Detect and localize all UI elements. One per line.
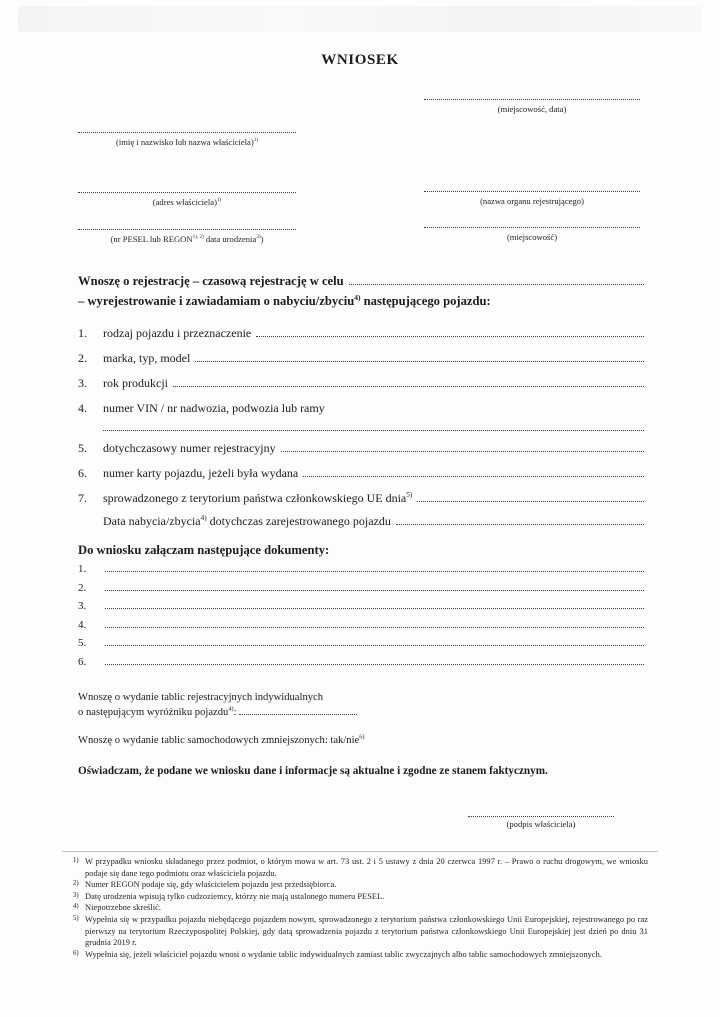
owner-name-line[interactable] [78, 132, 296, 133]
footnote-text: Wypełnia się w przypadku pojazdu niebędącego pojazdem nowym, sprowadzonego z terytorium państwa członkowskiego Unii Europejskiej, rejestrowanego po raz pierwszy na terytorium Rzeczypospolitej Polskiej, gdy datą sprowadzenia pojazdu z terytorium państwa członkowskiego Unii Europejskiej jest dzień po dniu 31 grudnia 2019 r. [85, 914, 648, 948]
list-item: 6. [78, 656, 644, 668]
footnote-ref: 4) [354, 292, 361, 302]
footnote-marker: 4) [73, 903, 79, 911]
individual-plates-request [78, 690, 644, 721]
list-item: 7. sprowadzonego z terytorium państwa członkowskiego UE dnia$^{5)}$ [78, 491, 644, 506]
eu-import-date-input-line[interactable] [417, 501, 644, 502]
vehicle-card-number-input-line[interactable] [303, 476, 644, 477]
footnote-ref: 1) [216, 197, 222, 204]
footnote-text: Niepotrzebne skreślić. [85, 903, 161, 913]
make-model-input-line[interactable] [195, 361, 644, 362]
pesel-regon-label: (nr PESEL lub $REGON^{1), 2)}$ data urodzenia$^{3)}$) [110, 234, 264, 244]
footnote-ref: 1), 2) [192, 234, 204, 241]
footnote [70, 891, 648, 903]
production-year-input-line[interactable] [173, 386, 644, 387]
list-item: 1. rodzaj pojazdu i przeznaczenie [78, 326, 644, 341]
document-input-line[interactable] [105, 627, 644, 628]
footnote-marker: 1) [73, 857, 79, 864]
documents-heading: Do wniosku załączam następujące dokumenty: [78, 543, 330, 558]
place-date-line[interactable] [424, 99, 640, 100]
place-label: (miejscowość) [506, 232, 558, 242]
footnote-divider [62, 851, 658, 852]
footnote-ref: 4) [228, 705, 234, 713]
footnote [70, 856, 648, 879]
page-title: WNIOSEK [321, 52, 399, 68]
plate-identifier-input-line[interactable] [239, 705, 357, 715]
document-input-line[interactable] [105, 664, 644, 665]
request-line2: – wyrejestrowanie i zawiadamiam o nabyciu/zbyciu$^{4)}$ następującego pojazdu: [78, 292, 491, 308]
footnote [70, 949, 648, 961]
vehicle-type-input-line[interactable] [256, 336, 644, 337]
list-item: 4. numer VIN / nr nadwozia, podwozia lub ramy [78, 401, 325, 416]
list-item: 1. [78, 563, 644, 575]
place-line[interactable] [424, 227, 640, 228]
document-input-line[interactable] [105, 608, 644, 609]
footnote-marker: 6) [73, 949, 79, 957]
vin-input-line[interactable] [103, 430, 644, 431]
signature-label: (podpis właściciela) [506, 819, 576, 829]
authority-line[interactable] [424, 191, 640, 192]
footnotes [70, 856, 648, 960]
current-reg-number-input-line[interactable] [281, 451, 644, 452]
acquisition-date-input-line[interactable] [396, 524, 644, 525]
authority-label: (nazwa organu rejestrującego) [480, 196, 584, 206]
documents-list [78, 563, 644, 668]
list-item: 3. rok produkcji [78, 376, 644, 391]
owner-name-label: (imię i nazwisko lub nazwa właściciela)$^{1)}$ [116, 137, 258, 147]
reduced-plates-request: Wnoszę o wydanie tablic samochodowych zmniejszonych: tak/nie$^{6)}$ [78, 733, 365, 747]
owner-address-line[interactable] [78, 192, 296, 193]
footnote-ref: 1) [253, 137, 258, 144]
list-item: 4. [78, 619, 644, 631]
footnote-ref: 4) [200, 514, 207, 523]
footnote [70, 914, 648, 949]
footnote-text: Numer REGON podaje się, gdy właścicielem pojazdu jest przedsiębiorca. [85, 880, 337, 890]
request-line1: Wnoszę o rejestrację – czasową rejestrację w celu [78, 274, 344, 288]
individual-plates-line1: Wnoszę o wydanie tablic rejestracyjnych indywidualnych [78, 691, 324, 703]
list-item: 5. [78, 637, 644, 649]
footnote [70, 902, 648, 914]
purpose-input-line[interactable] [349, 284, 644, 285]
declaration-statement: Oświadczam, że podane we wniosku dane i informacje są aktualne i zgodne ze stanem faktycznym. [78, 765, 548, 778]
footnote-text: Wypełnia się, jeżeli właściciel pojazdu wnosi o wydanie tablic indywidualnych zamiast tablic zwyczajnych albo tablic samochodowych zmniejszonych. [85, 949, 602, 959]
footnote-ref: 3) [256, 234, 261, 241]
signature-input-line[interactable] [468, 816, 614, 817]
signature-block [468, 816, 614, 829]
footnote-ref: 5) [406, 491, 413, 500]
footnote-marker: 5) [73, 914, 79, 922]
vehicle-details-list [78, 326, 644, 529]
request-heading [78, 272, 644, 311]
place-date-label: (miejscowość, data) [497, 104, 567, 114]
list-item: 2. marka, typ, model [78, 351, 644, 366]
pesel-regon-line[interactable] [78, 229, 296, 230]
document-input-line[interactable] [105, 571, 644, 572]
form-body [78, 272, 644, 777]
scan-artifact [18, 6, 702, 32]
list-item: 3. [78, 600, 644, 612]
list-item: Data nabycia/zbycia$^{4)}$ dotychczas zarejestrowanego pojazdu [103, 514, 644, 529]
list-item: 6. numer karty pojazdu, jeżeli była wydana [78, 466, 644, 481]
individual-plates-line2: o następującym wyróżniku pojazdu$^{4)}$: [78, 705, 644, 720]
footnote-marker: 2) [73, 880, 79, 888]
list-item: 5. dotychczasowy numer rejestracyjny [78, 441, 644, 456]
owner-address-label: (adres właściciela)$^{1)}$ [152, 197, 222, 207]
document-input-line[interactable] [105, 590, 644, 591]
footnote-ref: 6) [359, 733, 365, 741]
footnote-text: Datę urodzenia wpisują tylko cudzoziemcy, którzy nie mają ustalonego numeru PESEL. [85, 891, 385, 901]
footnote-marker: 3) [73, 891, 79, 899]
document-input-line[interactable] [105, 645, 644, 646]
footnote-text: W przypadku wniosku składanego przez podmiot, o którym mowa w art. 73 ust. 2 i 5 ustawy z dnia 20 czerwca 1997 r. – Prawo o ruchu drogowym, we wniosku podaje się dane tego podmiotu oraz właściciela pojazdu. [85, 857, 648, 878]
list-item: 2. [78, 582, 644, 594]
footnote [70, 879, 648, 891]
